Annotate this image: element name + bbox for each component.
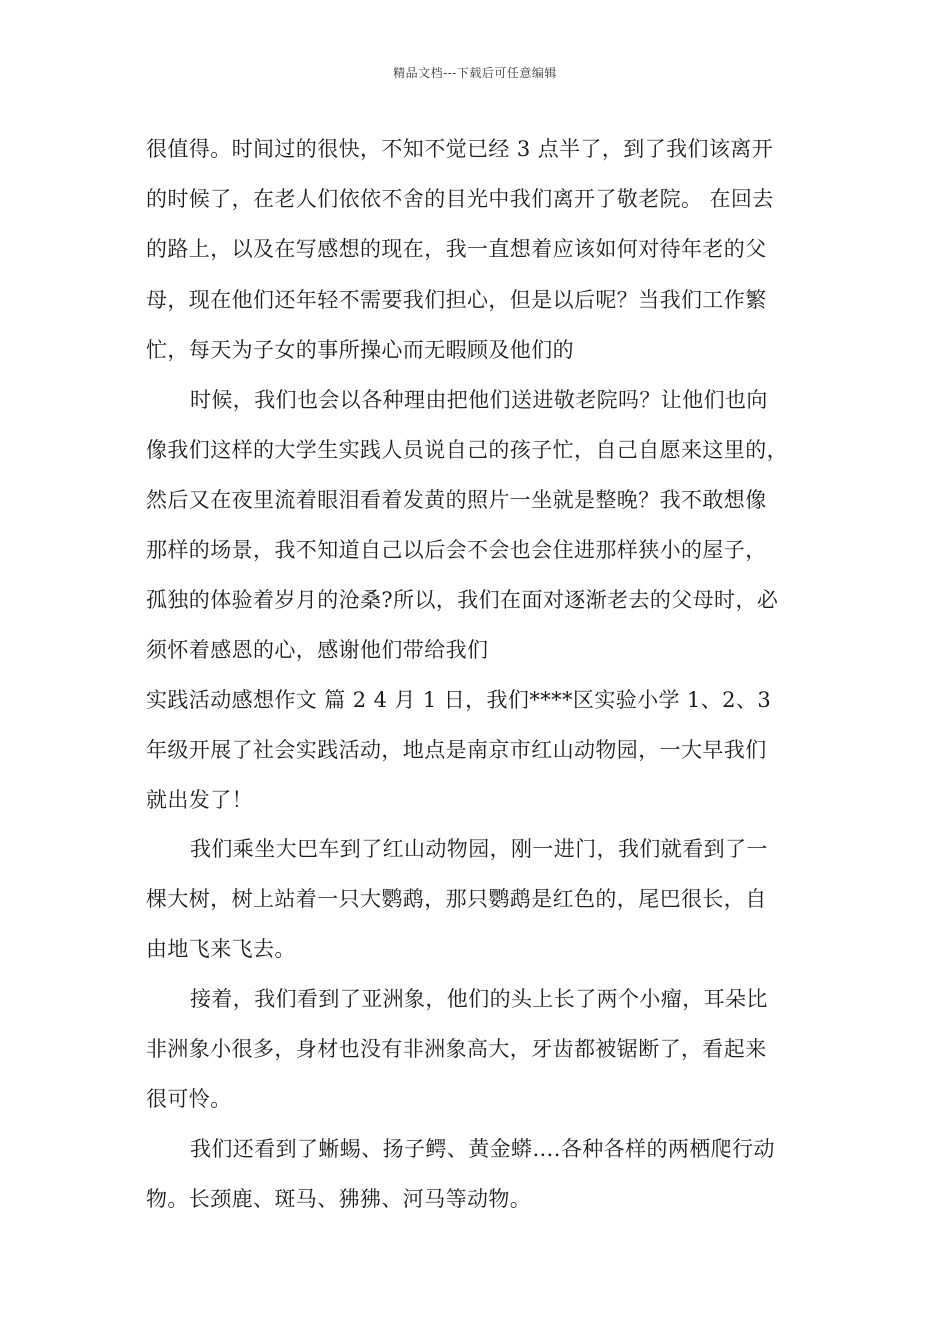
text-line: 非洲象小很多，身材也没有非洲象高大，牙齿都被锯断了，看起来 (146, 1037, 767, 1061)
text-line: 那样的场景，我不知道自己以后会不会也会住进那样狭小的屋子， (146, 538, 767, 562)
text-line: 就出发了！ (146, 788, 253, 812)
section-heading-line: 实践活动感想作文 篇 2 4 月 1 日，我们****区实验小学 1、2、3 (146, 688, 772, 712)
text-line: 由地飞来飞去。 (146, 937, 296, 961)
text-line: 接着，我们看到了亚洲象，他们的头上长了两个小瘤，耳朵比 (190, 987, 768, 1011)
text-line: 很值得。时间过的很快，不知不觉已经 3 点半了，到了我们该离开 (146, 137, 774, 161)
text-line: 孤独的体验着岁月的沧桑?所以，我们在面对逐渐老去的父母时，必 (146, 588, 779, 612)
text-line: 须怀着感恩的心，感谢他们带给我们 (146, 638, 489, 662)
text-line: 母，现在他们还年轻不需要我们担心，但是以后呢？当我们工作繁 (146, 288, 767, 312)
text-line: 忙，每天为子女的事所操心而无暇顾及他们的 (146, 338, 574, 362)
text-line: 我们乘坐大巴车到了红山动物园，刚一进门，我们就看到了一 (190, 837, 768, 861)
page-header: 精品文档---下载后可任意编辑 (393, 66, 557, 80)
text-line: 我们还看到了蜥蜴、扬子鳄、黄金蟒….各种各样的两栖爬行动 (190, 1137, 775, 1161)
text-line: 然后又在夜里流着眼泪看着发黄的照片一坐就是整晚？我不敢想像 (146, 488, 767, 512)
text-line: 的路上，以及在写感想的现在，我一直想着应该如何对待年老的父 (146, 237, 767, 261)
text-line: 棵大树，树上站着一只大鹦鹉，那只鹦鹉是红色的，尾巴很长，自 (146, 887, 767, 911)
text-line: 很可怜。 (146, 1087, 232, 1111)
text-line: 时候，我们也会以各种理由把他们送进敬老院吗？让他们也向 (190, 388, 768, 412)
text-line: 的时候了，在老人们依依不舍的目光中我们离开了敬老院。 在回去 (146, 187, 774, 211)
text-line: 像我们这样的大学生实践人员说自己的孩子忙，自己自愿来这里的， (146, 438, 788, 462)
text-line: 年级开展了社会实践活动，地点是南京市红山动物园，一大早我们 (146, 738, 767, 762)
text-line: 物。长颈鹿、斑马、狒狒、河马等动物。 (146, 1187, 532, 1211)
